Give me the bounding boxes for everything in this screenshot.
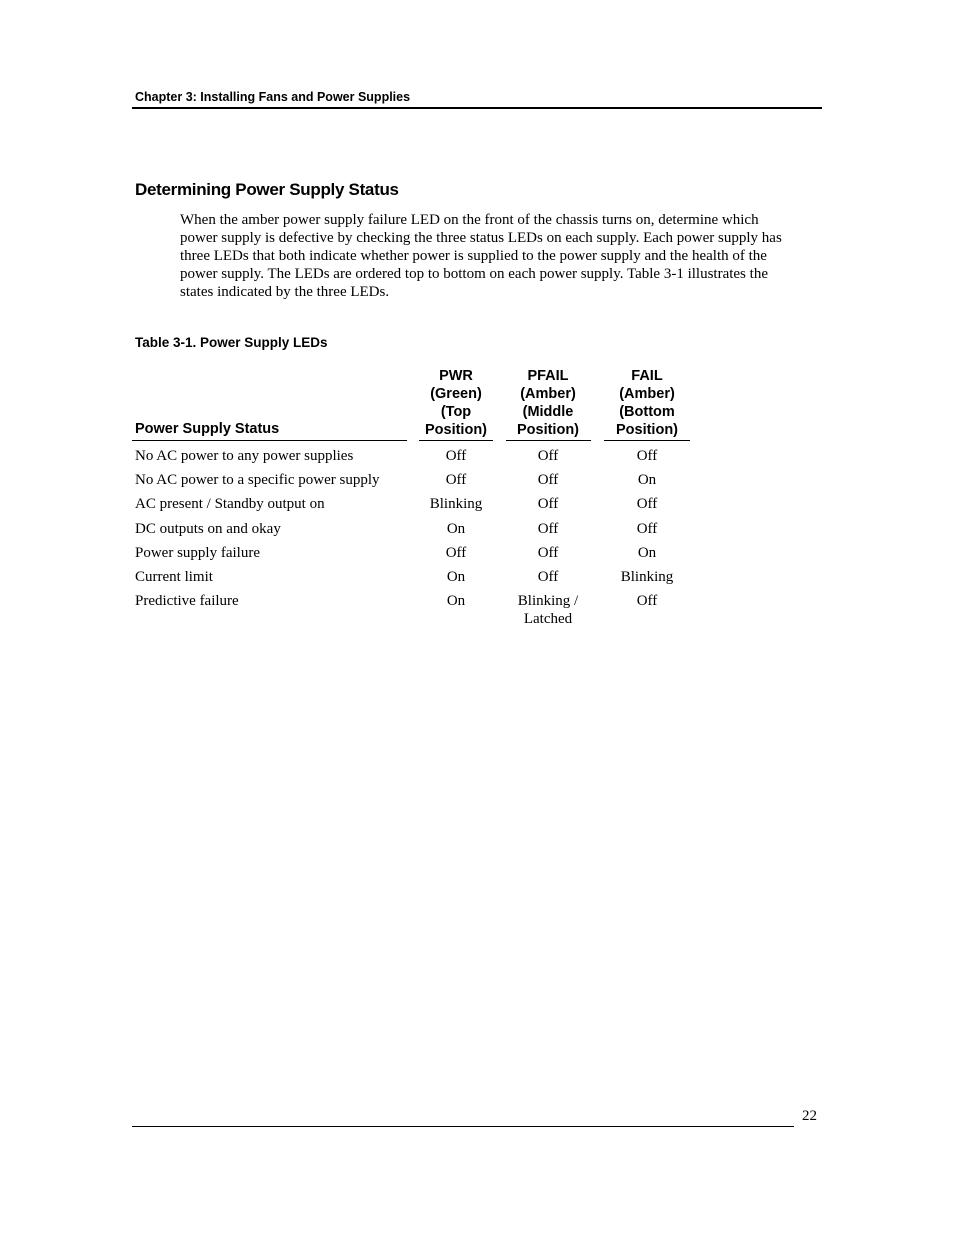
table-row <box>0 495 954 519</box>
header-line: (Green) <box>430 386 482 402</box>
header-underline-pfail <box>506 440 591 441</box>
status-cell: Current limit <box>135 569 213 585</box>
table-row <box>0 544 954 568</box>
pfail-cell: Off <box>537 545 559 561</box>
paragraph-line: states indicated by the three LEDs. <box>180 284 390 300</box>
status-cell: AC present / Standby output on <box>135 496 325 512</box>
header-underline-fail <box>604 440 690 441</box>
column-header-pwr <box>412 367 500 439</box>
header-line: Position) <box>615 422 679 438</box>
header-underline-pwr <box>419 440 493 441</box>
body-paragraph <box>180 211 820 301</box>
fail-cell: Off <box>636 496 658 512</box>
fail-cell: Off <box>636 593 658 609</box>
table-row <box>0 471 954 495</box>
pwr-cell: On <box>446 569 466 585</box>
paragraph-line: power supply is defective by checking the three status LEDs on each supply. Each power supply has <box>180 230 782 246</box>
footer-divider <box>132 1126 794 1127</box>
pwr-cell: Off <box>445 472 467 488</box>
pwr-cell: On <box>446 593 466 609</box>
pwr-cell: Blinking <box>429 496 483 512</box>
pfail-cell: Off <box>537 448 559 464</box>
paragraph-line: power supply. The LEDs are ordered top to bottom on each power supply. Table 3-1 illustrates the <box>180 266 768 282</box>
status-cell: DC outputs on and okay <box>135 521 281 537</box>
status-cell: Power supply failure <box>135 545 260 561</box>
pwr-cell: Off <box>445 545 467 561</box>
pfail-cell: Off <box>537 496 559 512</box>
header-line: FAIL <box>631 368 663 384</box>
header-line: (Top <box>440 404 472 420</box>
table-row <box>0 447 954 471</box>
column-header-pfail <box>503 367 593 439</box>
pwr-cell: On <box>446 521 466 537</box>
pfail-cell: Off <box>537 472 559 488</box>
pfail-cell <box>503 592 593 628</box>
table-caption: Table 3-1. Power Supply LEDs <box>135 335 328 350</box>
pfail-cell: Off <box>537 521 559 537</box>
column-header-fail <box>600 367 694 439</box>
fail-cell: Off <box>636 521 658 537</box>
pwr-cell: Off <box>445 448 467 464</box>
column-header-status: Power Supply Status <box>135 421 280 437</box>
fail-cell: On <box>637 472 657 488</box>
pfail-cell: Off <box>537 569 559 585</box>
fail-cell: On <box>637 545 657 561</box>
paragraph-line: When the amber power supply failure LED on the front of the chassis turns on, determine which <box>180 212 759 228</box>
paragraph-line: three LEDs that both indicate whether power is supplied to the power supply and the health of the <box>180 248 767 264</box>
pfail-cell-line: Blinking / <box>517 593 579 609</box>
header-line: (Amber) <box>619 386 675 402</box>
fail-cell: Blinking <box>620 569 674 585</box>
header-line: PFAIL <box>527 368 569 384</box>
pfail-cell-line: Latched <box>523 611 573 627</box>
header-line: PWR <box>439 368 473 384</box>
status-cell: No AC power to any power supplies <box>135 448 354 464</box>
header-line: Position) <box>516 422 580 438</box>
chapter-header: Chapter 3: Installing Fans and Power Supplies <box>135 90 411 104</box>
table-row <box>0 592 954 634</box>
header-line: (Middle <box>522 404 574 420</box>
fail-cell: Off <box>636 448 658 464</box>
section-title: Determining Power Supply Status <box>135 180 399 199</box>
status-cell: No AC power to a specific power supply <box>135 472 380 488</box>
header-divider <box>132 107 822 109</box>
header-underline-status <box>132 440 407 441</box>
header-line: (Bottom <box>619 404 675 420</box>
table-row <box>0 568 954 592</box>
header-line: Position) <box>424 422 488 438</box>
header-line: (Amber) <box>520 386 576 402</box>
status-cell: Predictive failure <box>135 593 239 609</box>
table-row <box>0 520 954 544</box>
page-number: 22 <box>802 1108 817 1124</box>
